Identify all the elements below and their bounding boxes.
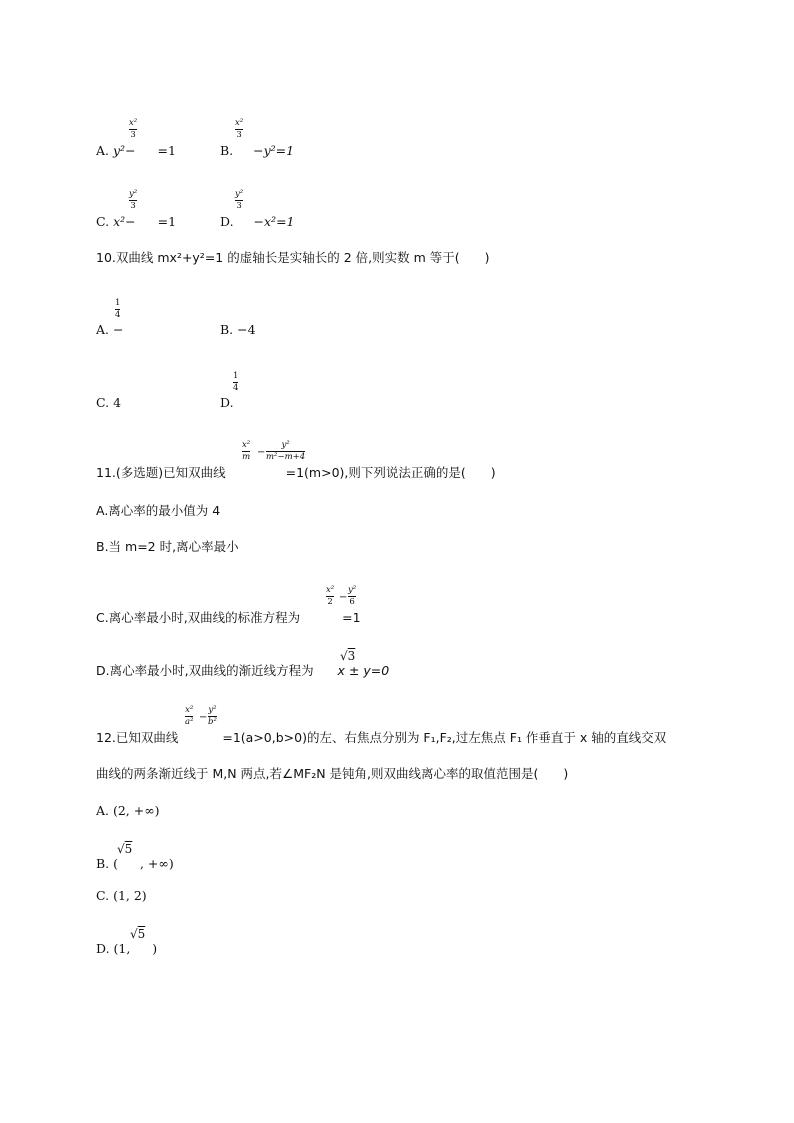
option-text: B. ( [96,856,119,871]
q9-option-b [220,145,294,158]
q10-option-c: C. 4 [96,395,122,410]
q12-stem-line1 [96,732,666,745]
q9-option-c-fraction: y² 3 [129,189,138,211]
q11-option-a: A.离心率的最小值为 4 [96,503,221,518]
q12-option-b [96,858,174,871]
q9-option-d-fraction: y² 3 [235,189,244,211]
q10-stem: 10.双曲线 mx²+y²=1 的虚轴长是实轴长的 2 倍,则实数 m 等于( ) [96,250,490,265]
q11-option-d [96,665,389,678]
math-text: =1 [342,610,361,625]
stem-text: =1(m>0),则下列说法正确的是( ) [285,465,496,480]
math-text: x ± y=0 [337,663,390,678]
option-label: A. [96,322,110,337]
math-text: −x²=1 [253,214,295,229]
option-label: C. [96,214,110,229]
option-text: D.离心率最小时,双曲线的渐近线方程为 [96,663,314,678]
q12-option-b-sqrt: √5 [117,842,133,856]
math-text: −y²=1 [253,143,295,158]
q11-fraction-2: y² m²−m+4 [266,440,306,462]
stem-text: =1(a>0,b>0)的左、右焦点分别为 F₁,F₂,过左焦点 F₁ 作垂直于 x 轴的直线交双 [222,730,667,745]
q9-option-a-fraction: x² 3 [129,118,138,140]
q12-fraction-1: x² a² [185,705,194,727]
math-text: =1 [157,143,176,158]
math-text: =1 [157,214,177,229]
q11-minus: − [257,447,266,458]
q9-option-b-fraction: x² 3 [235,118,244,140]
math-text: x²− [113,214,136,229]
math-text: − [113,322,124,337]
q10-option-d-fraction: 1 4 [233,371,239,393]
q12-minus: − [199,712,208,723]
math-text: y²− [113,143,136,158]
math-text: ) [152,941,158,956]
q12-option-a: A. (2, +∞) [96,803,160,818]
q11-option-c-minus: − [339,592,348,603]
option-label: D. [220,214,234,229]
option-label: B. [220,143,234,158]
q10-option-b: B. −4 [220,322,256,337]
q9-option-d [220,216,295,229]
q12-option-d-sqrt: √5 [130,927,146,941]
math-text: , +∞) [139,856,174,871]
q11-fraction-1: x² m [242,440,251,462]
q11-option-d-sqrt: √3 [340,649,356,663]
q11-option-c-fraction-1: x² 2 [326,585,335,607]
q10-option-a-fraction: 1 4 [115,298,121,320]
option-label: D. [220,395,234,410]
q10-option-d [220,397,234,410]
q12-option-c: C. (1, 2) [96,888,147,903]
q11-stem [96,467,496,480]
q12-fraction-2: y² b² [208,705,217,727]
stem-text: 11.(多选题)已知双曲线 [96,465,226,480]
option-text: D. (1, [96,941,131,956]
q12-option-d [96,943,157,956]
q11-option-c [96,612,361,625]
q9-option-a [96,145,176,158]
q11-option-b: B.当 m=2 时,离心率最小 [96,539,239,554]
q10-option-a [96,324,123,337]
q9-option-c [96,216,176,229]
stem-text: 12.已知双曲线 [96,730,179,745]
q12-stem-line2: 曲线的两条渐近线于 M,N 两点,若∠MF₂N 是钝角,则双曲线离心率的取值范围是( ) [96,766,569,781]
q11-option-c-fraction-2: y² 6 [348,585,357,607]
option-label: A. [96,143,110,158]
option-text: C.离心率最小时,双曲线的标准方程为 [96,610,301,625]
